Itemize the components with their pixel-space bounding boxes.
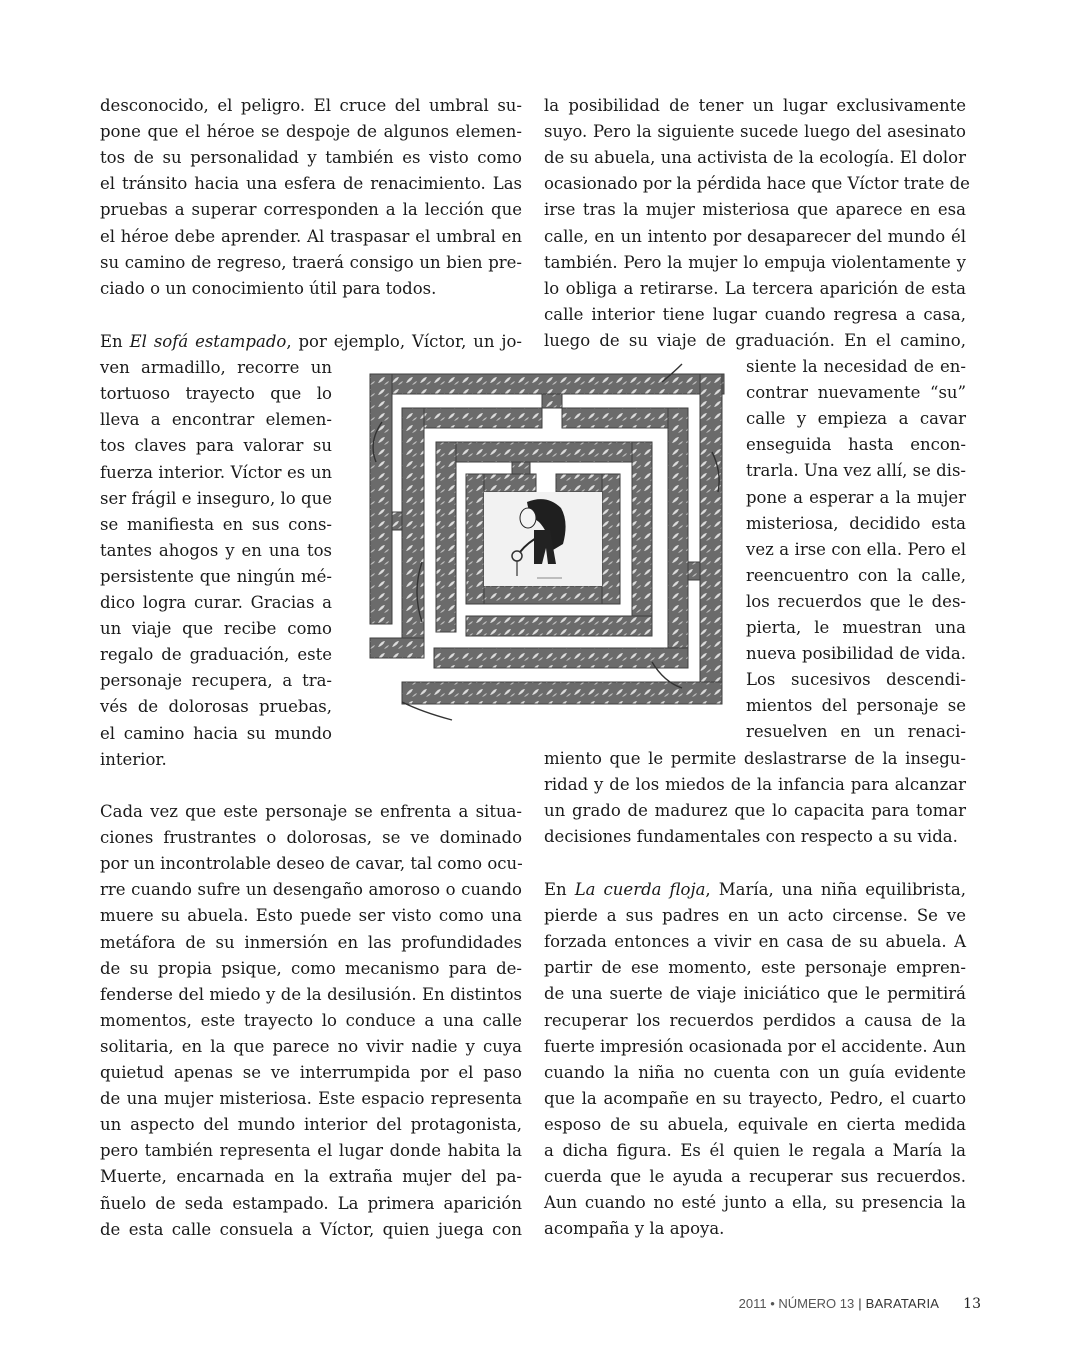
text-line: Aun cuando no esté junto a ella, su presencia la xyxy=(544,1193,966,1213)
text-line: tos de su personalidad y también es visto como xyxy=(100,148,522,168)
text-line: mientos del personaje se xyxy=(746,696,966,716)
text-line: Los sucesivos descendi- xyxy=(746,670,966,690)
text-line: cuerda que le ayuda a recuperar sus recuerdos. xyxy=(544,1167,966,1187)
text-line: un aspecto del mundo interior del protagonista, xyxy=(100,1115,522,1135)
text-line: fenderse del miedo y de la desilusión. En distintos xyxy=(100,984,522,1004)
text-line: ven armadillo, recorre un xyxy=(100,358,332,378)
text-line: pierde a sus padres en un acto circense. Se ve xyxy=(544,906,966,926)
text-line: interior. xyxy=(100,749,167,769)
text-line: regalo de graduación, este xyxy=(100,645,332,665)
text-line: esposo de su abuela, equivale en cierta medida xyxy=(544,1114,966,1134)
text-line: momentos, este trayecto lo conduce a una calle xyxy=(100,1010,522,1030)
page-footer xyxy=(739,1296,981,1316)
text-line: de su propia psique, como mecanismo para de- xyxy=(100,958,522,978)
text-line: por un incontrolable deseo de cavar, tal como ocu- xyxy=(100,854,523,874)
text-line: de una mujer misteriosa. Este espacio representa xyxy=(100,1089,522,1109)
figure-in-center xyxy=(484,492,602,586)
text-line: ciado o un conocimiento útil para todos. xyxy=(100,278,437,298)
text-line: fuerte impresión ocasionada por el accidente. Aun xyxy=(544,1036,967,1056)
text-line: desconocido, el peligro. El cruce del umbral su- xyxy=(100,96,522,115)
text-fragment: En xyxy=(100,332,130,351)
text-line: los recuerdos que le des- xyxy=(746,591,966,611)
text-line: dico logra curar. Gracias a xyxy=(100,593,332,612)
text-line: forzada entonces a vivir en casa de su abuela. A xyxy=(544,932,966,952)
text-line: metáfora de su inmersión en las profundidades xyxy=(100,932,522,952)
text-line: calle interior tiene lugar cuando regresa a casa, xyxy=(544,304,966,324)
text-line: vés de dolorosas pruebas, xyxy=(100,697,332,717)
text-line: tortuoso trayecto que lo xyxy=(100,384,332,404)
text-line: trarla. Una vez allí, se dis- xyxy=(746,461,967,481)
text-line: el tránsito hacia una esfera de renacimiento. Las xyxy=(100,174,522,194)
text-line: pierta, le muestran una xyxy=(746,618,966,637)
footer-magazine-name: BARATARIA xyxy=(865,1296,940,1311)
text-line-with-title xyxy=(100,329,522,355)
page-number: 13 xyxy=(963,1296,981,1312)
footer-separator: | xyxy=(858,1296,862,1311)
text-line: a dicha figura. Es él quien le regala a María la xyxy=(544,1141,966,1160)
text-line: contrar nuevamente “su” xyxy=(746,383,966,403)
text-line: el héroe debe aprender. Al traspasar el umbral en xyxy=(100,226,522,246)
text-line: recuperar los recuerdos perdidos a causa de la xyxy=(544,1010,966,1030)
text-line: calle, en un intento por desaparecer del mundo él xyxy=(544,226,966,246)
text-line: Muerte, encarnada en la extraña mujer del pa- xyxy=(100,1167,522,1187)
text-fragment: En xyxy=(544,880,575,899)
text-line: el camino hacia su mundo xyxy=(100,723,332,743)
text-line: suyo. Pero la siguiente sucede luego del asesinato xyxy=(544,122,966,142)
text-line: personaje recupera, a tra- xyxy=(100,671,332,691)
text-line: vez a irse con ella. Pero el xyxy=(746,539,966,559)
text-line: reencuentro con la calle, xyxy=(746,565,966,585)
text-line: que la acompañe en su trayecto, Pedro, el cuarto xyxy=(544,1088,966,1108)
text-line: de su abuela, una activista de la ecología. El dolor xyxy=(544,148,966,168)
text-line: nueva posibilidad de vida. xyxy=(746,644,966,664)
text-line: solitaria, en la que parece no vivir nadie y cuya xyxy=(100,1036,522,1056)
text-line: Cada vez que este personaje se enfrenta a situa- xyxy=(100,802,522,821)
text-line: lo obliga a retirarse. La tercera aparición de esta xyxy=(544,278,966,298)
text-line: tantes ahogos y en una tos xyxy=(100,540,332,560)
text-line: de esta calle consuela a Víctor, quien juega con xyxy=(100,1219,522,1239)
text-line: resuelven en un renaci- xyxy=(746,722,966,742)
text-line: su camino de regreso, traerá consigo un bien pre- xyxy=(100,252,522,272)
book-title: La cuerda floja xyxy=(574,880,706,899)
text-line: siente la necesidad de en- xyxy=(746,357,966,376)
text-line: misteriosa, decidido esta xyxy=(746,513,966,533)
text-fragment: , María, una niña equilibrista, xyxy=(705,880,966,899)
text-line: tos claves para valorar su xyxy=(100,436,332,456)
text-line: ser frágil e inseguro, lo que xyxy=(100,488,332,508)
text-fragment: , por ejemplo, Víctor, un jo- xyxy=(286,332,523,351)
text-line: pone a esperar a la mujer xyxy=(746,487,966,507)
text-line: pone que el héroe se despoje de algunos elemen- xyxy=(100,122,522,142)
text-line: miento que le permite deslastrarse de la insegu- xyxy=(544,748,966,768)
footer-issue: 2011 • NÚMERO 13 xyxy=(738,1296,855,1311)
text-line: se manifiesta en sus cons- xyxy=(100,514,332,534)
maze-illustration xyxy=(362,362,732,727)
text-line: partir de ese momento, este personaje empren- xyxy=(544,958,966,978)
text-line: lleva a encontrar elemen- xyxy=(100,410,332,430)
text-line: cuando la niña no cuenta con un guía evidente xyxy=(544,1062,966,1082)
text-line: luego de su viaje de graduación. En el camino, xyxy=(544,330,966,350)
text-line: pruebas a superar corresponden a la lección que xyxy=(100,200,522,220)
text-line: calle y empieza a cavar xyxy=(746,409,966,429)
text-line-with-title xyxy=(544,877,966,903)
text-line: un viaje que recibe como xyxy=(100,619,332,639)
text-line: muere su abuela. Esto puede ser visto como una xyxy=(100,906,522,926)
text-line: decisiones fundamentales con respecto a su vida. xyxy=(544,826,958,846)
book-title: El sofá estampado xyxy=(129,332,287,351)
text-line: rre cuando sufre un desengaño amoroso o cuando xyxy=(100,880,522,900)
text-line: la posibilidad de tener un lugar exclusivamente xyxy=(544,96,966,115)
text-line: un grado de madurez que lo capacita para tomar xyxy=(544,800,966,820)
text-line: quietud apenas se ve interrumpida por el paso xyxy=(100,1063,522,1082)
text-line: fuerza interior. Víctor es un xyxy=(100,462,332,482)
text-line: también. Pero la mujer lo empuja violentamente y xyxy=(544,252,966,272)
text-line: de una suerte de viaje iniciático que le permitirá xyxy=(544,984,966,1004)
text-line: irse tras la mujer misteriosa que aparece en esa xyxy=(544,200,966,220)
text-line: ocasionado por la pérdida hace que Víctor trate de xyxy=(544,174,970,194)
text-line: ridad y de los miedos de la infancia para alcanzar xyxy=(544,774,966,794)
text-line: ciones frustrantes o dolorosas, se ve dominado xyxy=(100,828,522,848)
text-line: acompaña y la apoya. xyxy=(544,1219,725,1239)
text-line: pero también representa el lugar donde habita la xyxy=(100,1141,522,1161)
text-line: persistente que ningún mé- xyxy=(100,566,332,586)
text-line: enseguida hasta encon- xyxy=(746,435,966,455)
text-line: ñuelo de seda estampado. La primera aparición xyxy=(100,1193,522,1213)
